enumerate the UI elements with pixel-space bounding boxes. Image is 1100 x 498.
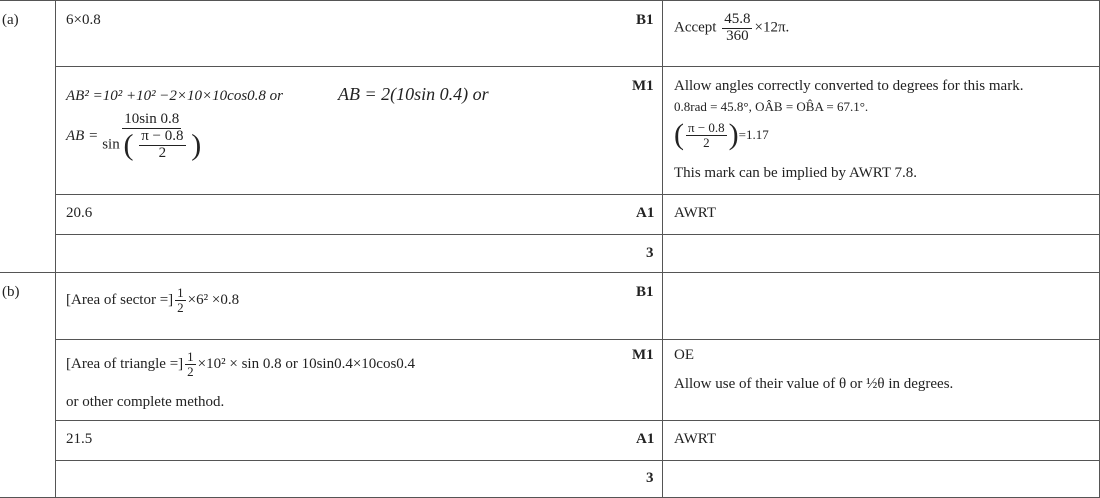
- a1-note-suffix: ×12π.: [754, 19, 790, 36]
- a1-note-den: 360: [726, 27, 749, 44]
- b2-answer: [66, 350, 415, 378]
- b2-note1: OE: [674, 347, 694, 363]
- b2-mark: M1: [632, 347, 654, 363]
- a2-line2-inner-num: π − 0.8: [141, 127, 184, 144]
- a2-line2-sin: sin: [102, 136, 120, 153]
- b1-den: 2: [177, 299, 184, 315]
- b1-prefix: [Area of sector =]: [66, 291, 174, 308]
- a2-line1-left: [66, 88, 283, 105]
- a2-line1-right: [338, 84, 489, 105]
- a2-note3-num: π − 0.8: [688, 119, 725, 135]
- a2-line1-left-text: AB² =10² +10² −2×10×10cos0.8 or: [66, 88, 284, 104]
- b3-answer: 21.5: [66, 431, 93, 447]
- b1-num: 1: [177, 285, 184, 300]
- a3-mark: A1: [636, 205, 655, 221]
- a2-line2-inner-den: 2: [158, 144, 167, 161]
- a2-note3: [674, 120, 769, 150]
- a2-line2-fraction: [100, 112, 203, 161]
- a1-mark: B1: [636, 12, 654, 28]
- a2-line2-num: 10sin 0.8: [124, 111, 180, 127]
- b3-mark: A1: [636, 431, 655, 447]
- a2-note3-fraction: [686, 121, 727, 149]
- b3-note: AWRT: [674, 431, 717, 447]
- b2-suffix: ×10² × sin 0.8 or 10sin0.4×10cos0.4: [197, 355, 416, 372]
- a1-note: [674, 12, 789, 45]
- b2-num: 1: [187, 349, 194, 364]
- b1-mark: B1: [636, 284, 654, 300]
- a2-line2-lhs: AB =: [66, 128, 99, 145]
- b2-prefix: [Area of triangle =]: [66, 355, 184, 372]
- a1-note-prefix: Accept: [674, 19, 717, 36]
- a3-note: AWRT: [674, 205, 717, 221]
- a2-line2-close-paren: ): [191, 128, 202, 161]
- a2-note3-value: =1.17: [738, 127, 769, 142]
- b-total: 3: [646, 470, 654, 486]
- a2-note2: 0.8rad = 45.8°, OÂB = OB̂A = 67.1°.: [674, 99, 869, 114]
- a1-note-fraction: [722, 12, 752, 45]
- a2-note3-den: 2: [703, 134, 710, 150]
- a1-note-num: 45.8: [724, 11, 751, 27]
- a2-note4: This mark can be implied by AWRT 7.8.: [674, 165, 917, 181]
- b2-line2: or other complete method.: [66, 394, 225, 410]
- a3-answer: 20.6: [66, 205, 93, 221]
- a2-line1-right-text: AB = 2(10sin 0.4) or: [338, 84, 489, 104]
- a2-note3-close-paren: ): [728, 118, 739, 151]
- b1-answer: [66, 286, 239, 314]
- a2-mark: M1: [632, 78, 654, 94]
- part-a-label: (a): [2, 12, 19, 28]
- b1-suffix: ×6² ×0.8: [187, 291, 240, 308]
- a2-note1: Allow angles correctly converted to degrees for this mark.: [674, 78, 1024, 94]
- a2-line2-den: [100, 129, 203, 162]
- b2-note2: Allow use of their value of θ or ½θ in degrees.: [674, 376, 954, 392]
- a2-line2-open-paren: (: [123, 128, 134, 161]
- a1-answer: 6×0.8: [66, 12, 101, 28]
- part-b-label: (b): [2, 284, 20, 300]
- b2-den: 2: [187, 363, 194, 379]
- b2-fraction: [185, 350, 196, 378]
- a2-line2-inner-fraction: [139, 129, 185, 162]
- a2-note3-open-paren: (: [674, 118, 684, 151]
- a-total: 3: [646, 245, 654, 261]
- a2-line2: [66, 112, 205, 161]
- b1-fraction: [175, 286, 186, 314]
